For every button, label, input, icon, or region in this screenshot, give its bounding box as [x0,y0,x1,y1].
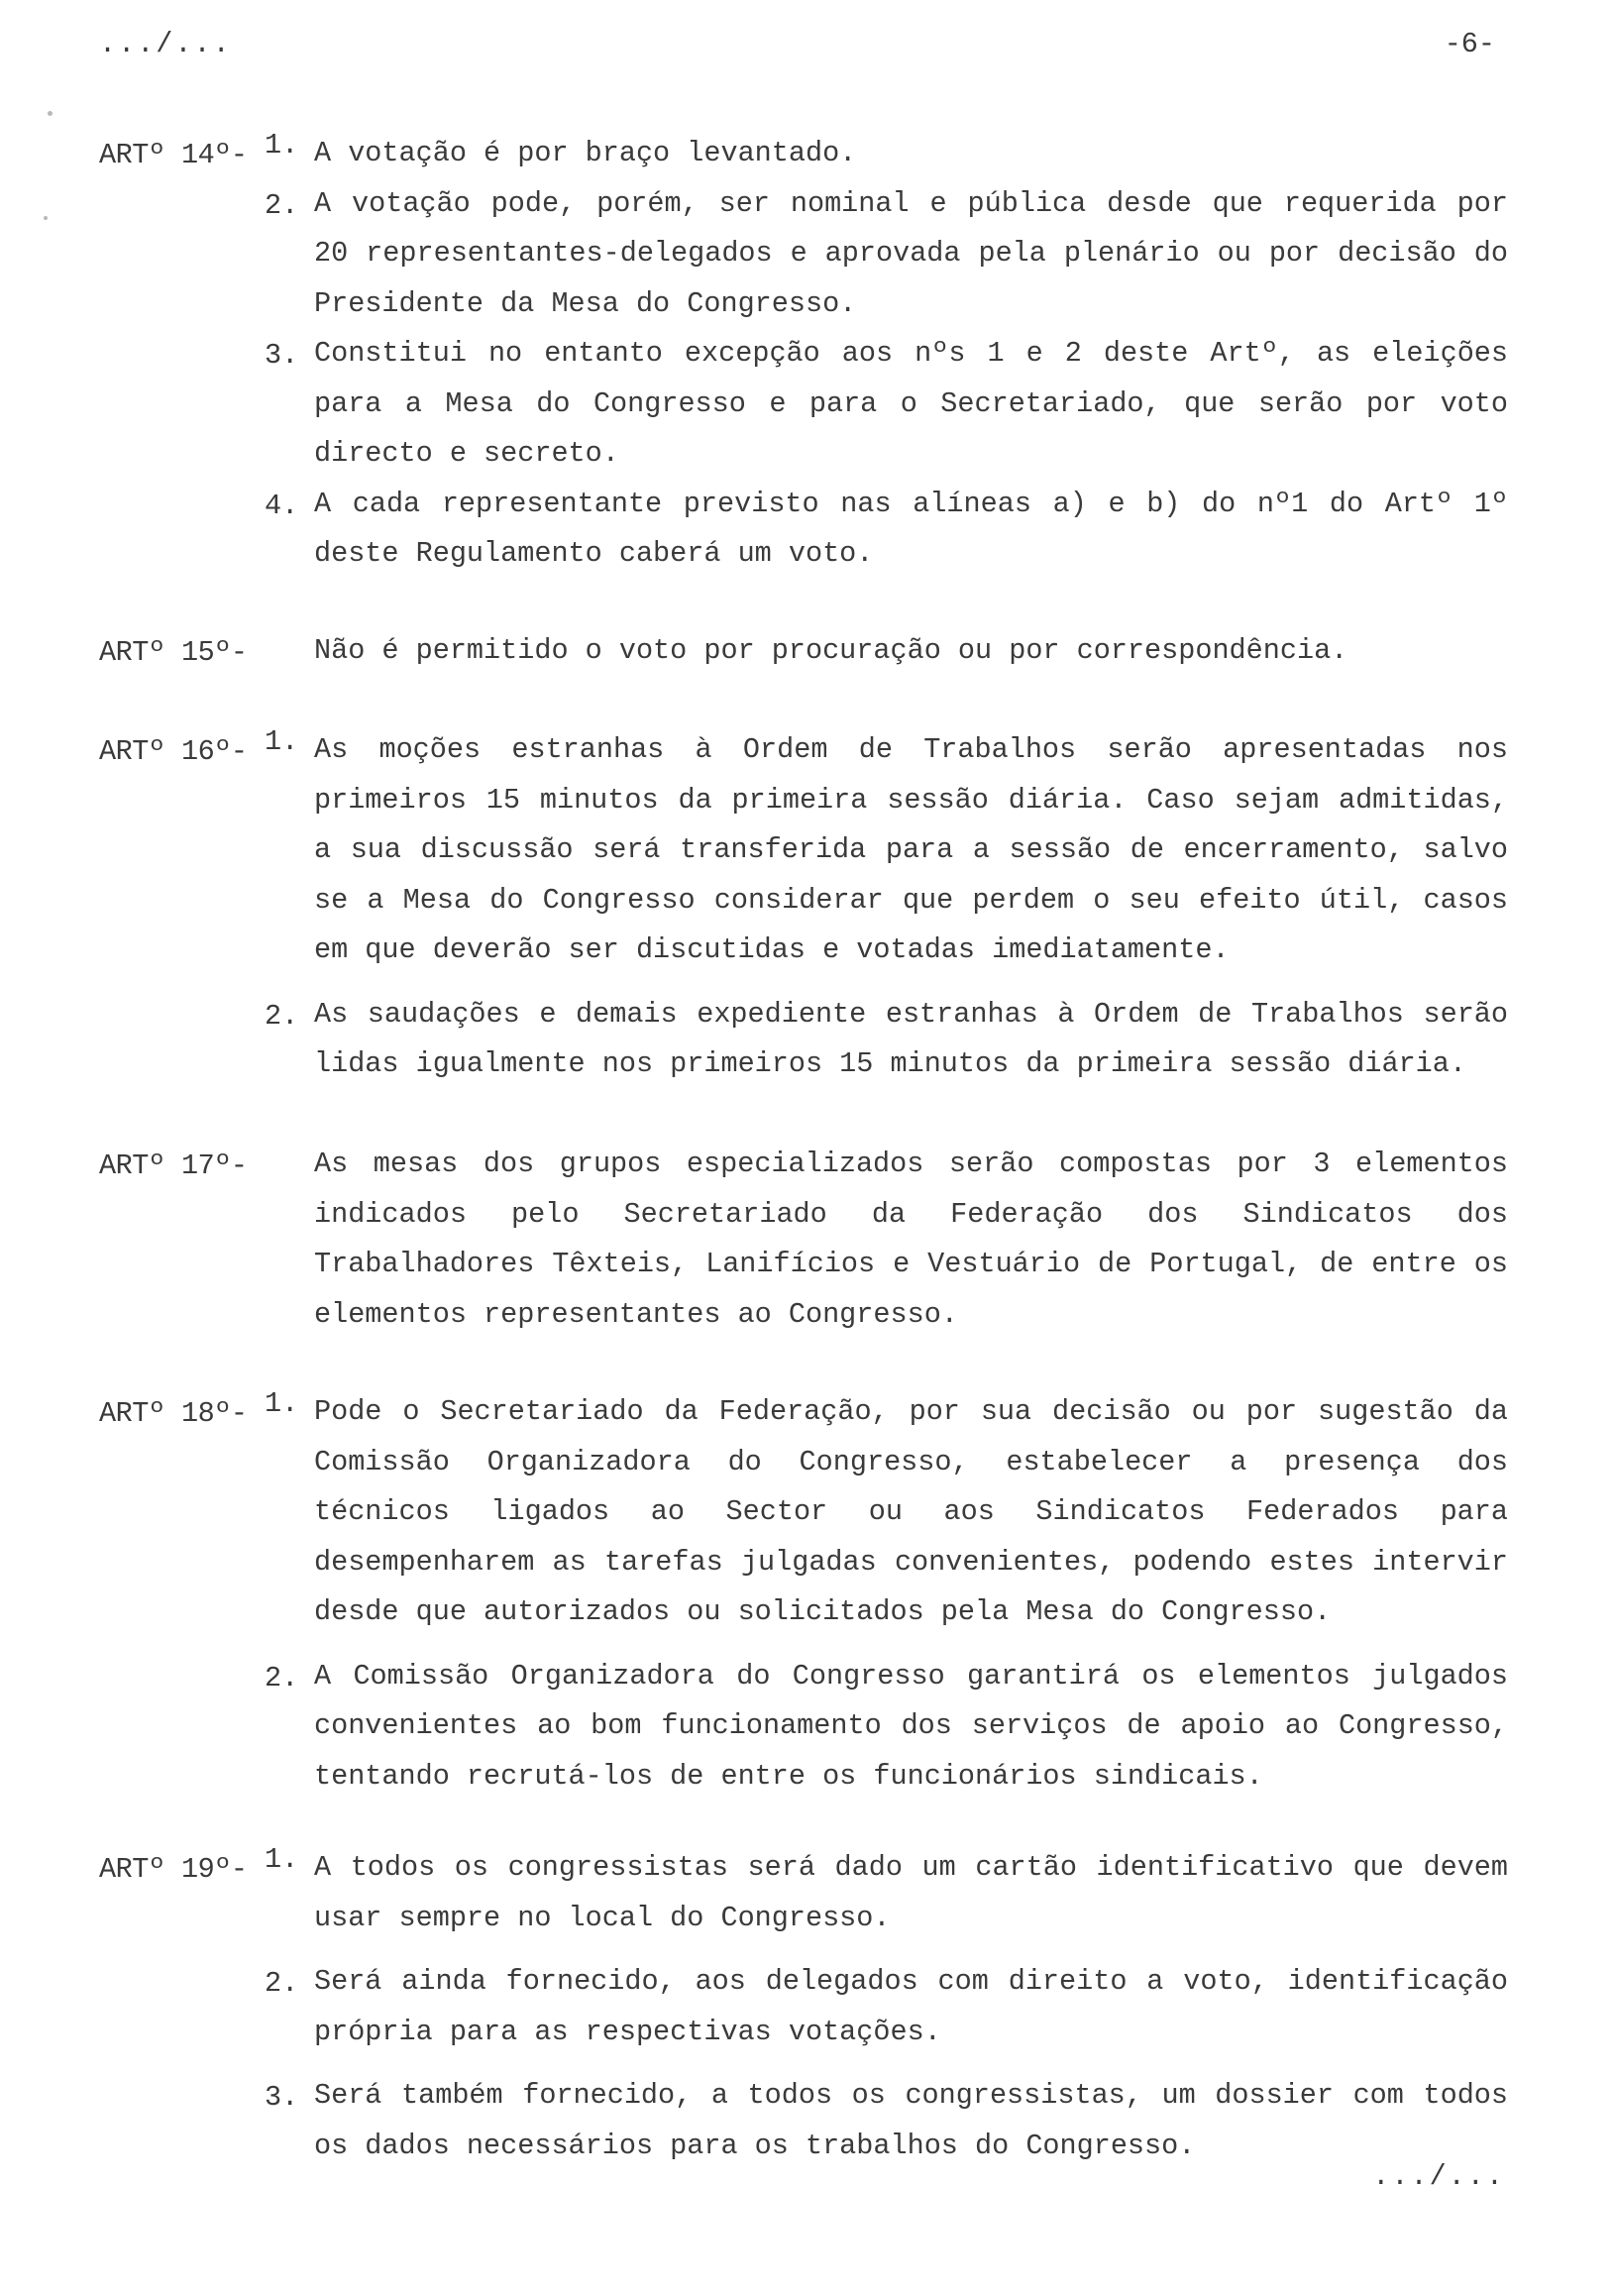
item-text: Pode o Secretariado da Federação, por sua decisão ou por sugestão da Comissão Organizadora do Congresso, estabelecer a presença dos técnicos ligados ao Sector ou aos Sindicatos Federados para desempenharem as tarefas julgadas convenientes, podendo estes intervir desde que autorizados ou solicitados pela Mesa do Congresso. [314,1395,1508,1628]
article-17 [99,1149,1546,1340]
item-text: Será também fornecido, a todos os congressistas, um dossier com todos os dados necessários para os trabalhos do Congresso. [314,2079,1508,2162]
article-15 [99,636,1546,677]
article-item [99,129,1546,179]
item-text: A votação pode, porém, ser nominal e pública desde que requerida por 20 representantes-delegados e aprovada pela plenário ou por decisão do Presidente da Mesa do Congresso. [314,186,1508,320]
item-text: A todos os congressistas será dado um cartão identificativo que devem usar sempre no local do Congresso. [314,1851,1508,1934]
article-item [99,329,1546,480]
article-item [99,990,1546,1090]
item-text: Constitui no entanto excepção aos nºs 1 e 2 deste Artº, as eleições para a Mesa do Congresso e para o Secretariado, que serão por voto directo e secreto. [314,337,1508,470]
article-item [99,1843,1546,1943]
article-item [99,1652,1546,1803]
article-item [99,480,1546,580]
item-text: As moções estranhas à Ordem de Trabalhos serão apresentadas nos primeiros 15 minutos da primeira sessão diária. Caso sejam admitidas, a sua discussão será transferida para a sessão de encerramento, salvo se a Mesa do Congresso considerar que perdem o seu efeito útil, casos em que deverão ser discutidas e votadas imediatamente. [314,733,1508,966]
page-header [99,28,1495,67]
article-item [99,1387,1546,1638]
header-continuation: .../... [99,28,232,60]
article-item [99,1957,1546,2057]
article-label: ARTº 16º- [99,735,248,768]
item-number: 4. [265,489,299,522]
article-label: ARTº 18º- [99,1397,248,1430]
item-text: As mesas dos grupos especializados serão compostas por 3 elementos indicados pelo Secretariado da Federação dos Sindicatos dos Trabalhadores Têxteis, Lanifícios e Vestuário de Portugal, de entre os elementos representantes ao Congresso. [314,1148,1508,1331]
item-number: 2. [265,999,299,1033]
article-item [99,725,1546,976]
paper-speck [44,216,48,220]
article-19 [99,1843,1546,2171]
item-number: 2. [265,188,299,222]
item-number: 3. [265,2081,299,2114]
article-18 [99,1387,1546,1802]
article-label: ARTº 14º- [99,139,248,171]
page-number: -6- [1444,28,1495,60]
article-item [99,2071,1546,2171]
article-item [99,179,1546,330]
article-item [99,626,1546,677]
item-number: 1. [265,725,299,758]
article-label: ARTº 19º- [99,1853,248,1886]
paper-speck [48,111,53,116]
article-14 [99,129,1546,580]
item-number: 2. [265,1661,299,1695]
item-text: A votação é por braço levantado. [314,137,857,169]
item-number: 1. [265,1387,299,1420]
item-text: As saudações e demais expediente estranhas à Ordem de Trabalhos serão lidas igualmente nos primeiros 15 minutos da primeira sessão diária. [314,997,1508,1080]
item-number: 3. [265,339,299,372]
item-text: Será ainda fornecido, aos delegados com direito a voto, identificação própria para as respectivas votações. [314,1965,1508,2048]
item-text: Não é permitido o voto por procuração ou por correspondência. [314,634,1348,667]
article-label: ARTº 17º- [99,1149,248,1182]
footer-continuation: .../... [1372,2160,1505,2193]
item-text: A cada representante previsto nas alíneas a) e b) do nº1 do Artº 1º deste Regulamento caberá um voto. [314,487,1508,570]
article-label: ARTº 15º- [99,636,248,669]
article-16 [99,725,1546,1090]
article-item [99,1140,1546,1340]
item-number: 2. [265,1967,299,2000]
item-number: 1. [265,1843,299,1876]
item-number: 1. [265,129,299,162]
item-text: A Comissão Organizadora do Congresso garantirá os elementos julgados convenientes ao bom funcionamento dos serviços de apoio ao Congresso, tentando recrutá-los de entre os funcionários sindicais. [314,1659,1508,1793]
